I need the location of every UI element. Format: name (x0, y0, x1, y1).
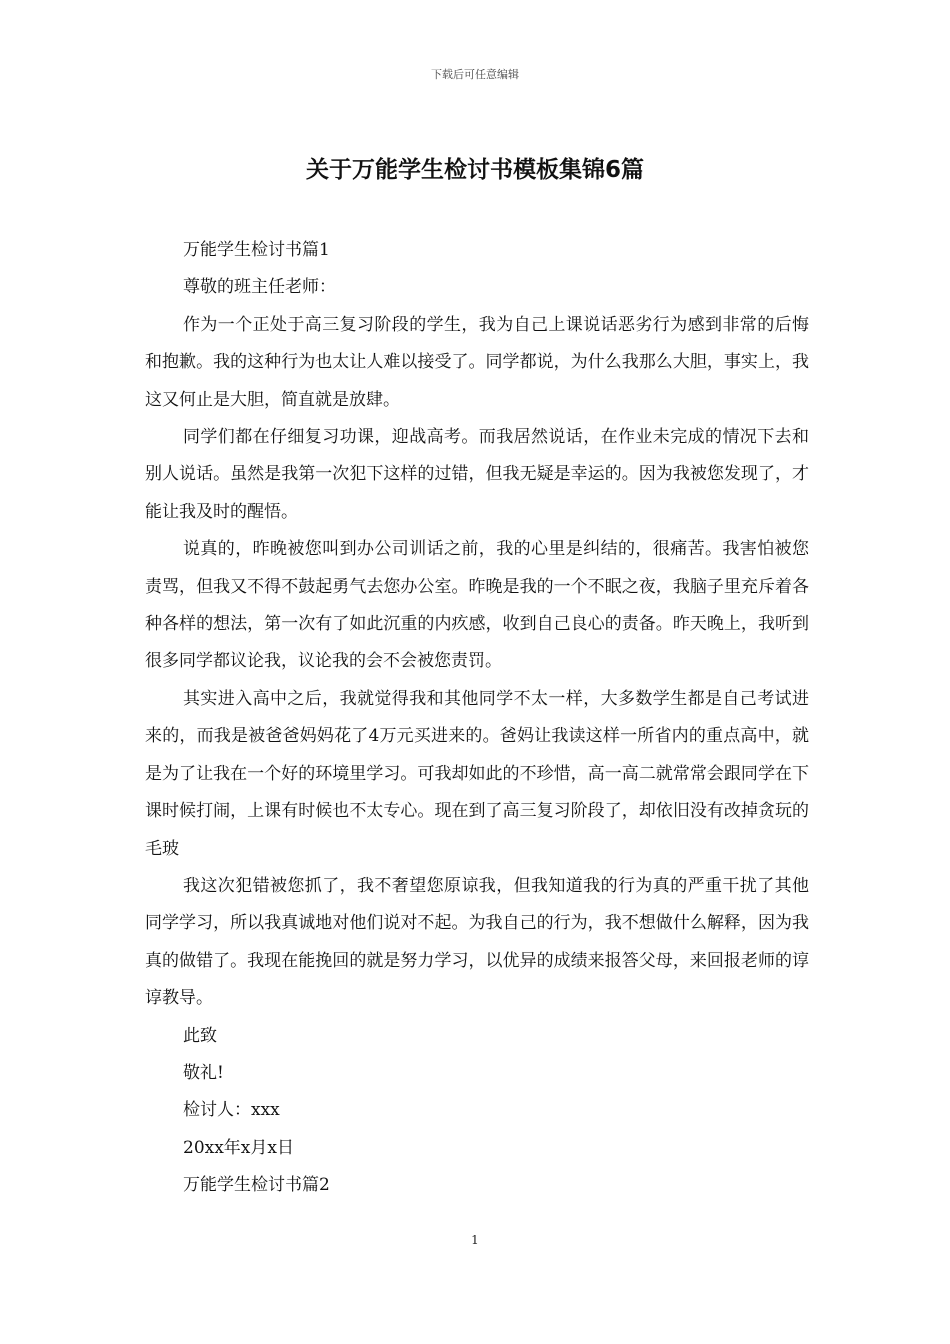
date-line: 20xx年x月x日 (183, 1137, 294, 1158)
page-number: 1 (471, 1233, 479, 1247)
paragraph: 说真的，昨晚被您叫到办公司训话之前，我的心里是纠结的，很痛苦。我害怕被您责骂，但我又不得不鼓起勇气去您办公室。昨晚是我的一个不眠之夜，我脑子里充斥着各种各样的想法，第一次有了如此沉重的内疚感，收到自己良心的责备。昨天晚上，我听到很多同学都议论我，议论我的会不会被您责罚。 (145, 539, 809, 672)
signature-line: 检讨人：xxx (183, 1100, 280, 1121)
closing-line: 此致 (183, 1025, 217, 1046)
paragraph: 同学们都在仔细复习功课，迎战高考。而我居然说话，在作业未完成的情况下去和别人说话。虽然是我第一次犯下这样的过错，但我无疑是幸运的。因为我被您发现了，才能让我及时的醒悟。 (145, 427, 809, 522)
page-header-note: 下载后可任意编辑 (431, 68, 519, 81)
document-title: 关于万能学生检讨书模板集锦6篇 (305, 157, 644, 183)
salutation: 尊敬的班主任老师： (183, 277, 336, 298)
closing-regards: 敬礼! (183, 1062, 224, 1083)
document-body (145, 232, 809, 1205)
section-heading-1: 万能学生检讨书篇1 (183, 240, 330, 260)
paragraph: 其实进入高中之后，我就觉得我和其他同学不太一样，大多数学生都是自己考试进来的，而我是被爸爸妈妈花了4万元买进来的。爸妈让我读这样一所省内的重点高中，就是为了让我在一个好的环境里学习。可我却如此的不珍惜，高一高二就常常会跟同学在下课时候打闹，上课有时候也不太专心。现在到了高三复习阶段了，却依旧没有改掉贪玩的毛玻 (145, 688, 809, 859)
section-heading-2: 万能学生检讨书篇2 (183, 1175, 330, 1196)
paragraph: 作为一个正处于高三复习阶段的学生，我为自己上课说话恶劣行为感到非常的后悔和抱歉。我的这种行为也太让人难以接受了。同学都说，为什么我那么大胆，事实上，我这又何止是大胆，简直就是放肆。 (145, 314, 809, 410)
paragraph: 我这次犯错被您抓了，我不奢望您原谅我，但我知道我的行为真的严重干扰了其他同学学习，所以我真诚地对他们说对不起。为我自己的行为，我不想做什么解释，因为我真的做错了。我现在能挽回的就是努力学习，以优异的成绩来报答父母，来回报老师的谆谆教导。 (145, 875, 809, 1009)
